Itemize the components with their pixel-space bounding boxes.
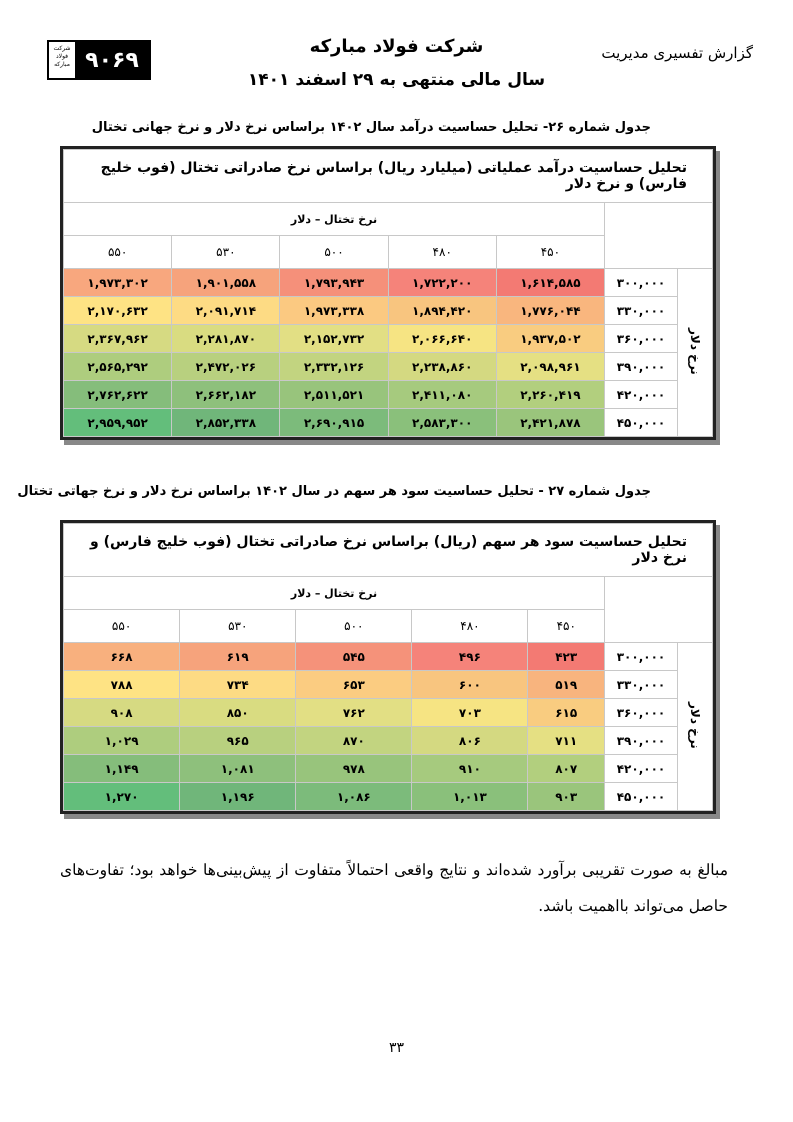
table-row (64, 409, 713, 437)
table-cell: ۲,۴۷۲,۰۲۶ (172, 353, 280, 381)
table-cell: ۱,۱۴۹ (64, 755, 180, 783)
table-row (64, 727, 713, 755)
table-cell: ۵۴۵ (296, 643, 412, 671)
column-header: ۴۵۰ (496, 236, 604, 269)
table-cell: ۲,۹۵۹,۹۵۲ (64, 409, 172, 437)
table-cell: ۱,۲۷۰ (64, 783, 180, 811)
table-cell: ۱,۰۲۹ (64, 727, 180, 755)
table-cell: ۲,۷۶۲,۶۲۲ (64, 381, 172, 409)
table-cell: ۴۲۳ (528, 643, 605, 671)
table-row (64, 755, 713, 783)
table-cell: ۸۰۷ (528, 755, 605, 783)
table-cell: ۸۰۶ (412, 727, 528, 755)
table-cell: ۷۳۴ (180, 671, 296, 699)
row-header: ۳۰۰,۰۰۰ (605, 269, 678, 297)
table-cell: ۲,۶۶۲,۱۸۲ (172, 381, 280, 409)
table-cell: ۱,۰۸۱ (180, 755, 296, 783)
table-cell: ۱,۷۲۲,۲۰۰ (388, 269, 496, 297)
table-cell: ۱,۱۹۶ (180, 783, 296, 811)
logo-mark: ۹۰۶۹ (75, 42, 149, 78)
table-cell: ۵۱۹ (528, 671, 605, 699)
column-header: ۵۳۰ (180, 610, 296, 643)
table-cell: ۲,۸۵۲,۳۳۸ (172, 409, 280, 437)
page-number: ۳۳ (388, 1040, 405, 1056)
column-header: ۵۵۰ (64, 610, 180, 643)
table-cell: ۱,۶۱۴,۵۸۵ (496, 269, 604, 297)
table-cell: ۲,۳۳۲,۱۲۶ (280, 353, 388, 381)
table-row (64, 699, 713, 727)
table1-caption: جدول شماره ۲۶- تحلیل حساسیت درآمد سال ۱۴۰۲ براساس نرخ دلار و نرخ جهانی تختال (91, 120, 651, 135)
table-row (64, 269, 713, 297)
table-cell: ۲,۳۶۷,۹۶۲ (64, 325, 172, 353)
col-group-header: نرخ تختال – دلار (64, 577, 605, 610)
table1-frame (60, 146, 716, 440)
row-header: ۴۲۰,۰۰۰ (605, 381, 678, 409)
table-cell: ۱,۷۹۳,۹۴۳ (280, 269, 388, 297)
row-header: ۴۵۰,۰۰۰ (605, 783, 678, 811)
table-cell: ۷۰۳ (412, 699, 528, 727)
row-header: ۳۳۰,۰۰۰ (605, 297, 678, 325)
table-cell: ۱,۹۷۳,۳۳۸ (280, 297, 388, 325)
table-row (64, 643, 713, 671)
table-cell: ۹۷۸ (296, 755, 412, 783)
table-cell: ۱,۹۷۳,۳۰۲ (64, 269, 172, 297)
table-cell: ۷۸۸ (64, 671, 180, 699)
table-row (64, 297, 713, 325)
table-row (64, 325, 713, 353)
report-label: گزارش تفسیری مدیریت (601, 44, 753, 62)
table-cell: ۹۶۵ (180, 727, 296, 755)
table-cell: ۱,۹۳۷,۵۰۲ (496, 325, 604, 353)
header-corner (605, 203, 713, 269)
table-cell: ۹۰۸ (64, 699, 180, 727)
table-cell: ۶۶۸ (64, 643, 180, 671)
table-cell: ۲,۵۱۱,۵۲۱ (280, 381, 388, 409)
table-cell: ۲,۰۶۶,۶۴۰ (388, 325, 496, 353)
table1-revenue-sensitivity (63, 149, 713, 437)
table-cell: ۶۱۵ (528, 699, 605, 727)
row-group-header (678, 643, 713, 811)
column-header: ۴۵۰ (528, 610, 605, 643)
table-title: تحلیل حساسیت درآمد عملیاتی (میلیارد ریال) براساس نرخ صادراتی تختال (فوب خلیج فارس) و نرخ دلار (64, 150, 713, 203)
table-cell: ۸۷۰ (296, 727, 412, 755)
col-group-header: نرخ تختال – دلار (64, 203, 605, 236)
table-cell: ۲,۰۹۸,۹۶۱ (496, 353, 604, 381)
table-cell: ۶۵۳ (296, 671, 412, 699)
row-header: ۳۹۰,۰۰۰ (605, 727, 678, 755)
company-title: شرکت فولاد مبارکه (309, 36, 484, 57)
table-cell: ۲,۱۷۰,۶۳۲ (64, 297, 172, 325)
table-cell: ۱,۸۹۴,۴۲۰ (388, 297, 496, 325)
logo-side-text: شرکت فولاد مبارکه (53, 45, 71, 68)
disclaimer-paragraph: مبالغ به صورت تقریبی برآورد شده‌اند و نتایج واقعی احتمالاً متفاوت از پیش‌بینی‌ها خواهد بود؛ تفاوت‌های حاصل می‌تواند بااهمیت باشد. (60, 861, 728, 915)
table-cell: ۲,۴۲۱,۸۷۸ (496, 409, 604, 437)
table-cell: ۲,۲۳۸,۸۶۰ (388, 353, 496, 381)
table-row (64, 783, 713, 811)
column-header: ۵۵۰ (64, 236, 172, 269)
table-cell: ۷۶۲ (296, 699, 412, 727)
column-header: ۴۸۰ (388, 236, 496, 269)
row-header: ۴۲۰,۰۰۰ (605, 755, 678, 783)
row-header: ۳۰۰,۰۰۰ (605, 643, 678, 671)
table-cell: ۲,۲۶۰,۴۱۹ (496, 381, 604, 409)
table-cell: ۹۱۰ (412, 755, 528, 783)
table-row (64, 353, 713, 381)
header-corner (605, 577, 713, 643)
table-cell: ۶۱۹ (180, 643, 296, 671)
table-cell: ۲,۶۹۰,۹۱۵ (280, 409, 388, 437)
table-cell: ۲,۰۹۱,۷۱۴ (172, 297, 280, 325)
table-cell: ۲,۴۱۱,۰۸۰ (388, 381, 496, 409)
fiscal-period: سال مالی منتهی به ۲۹ اسفند ۱۴۰۱ (247, 70, 546, 90)
table-cell: ۷۱۱ (528, 727, 605, 755)
table-cell: ۱,۷۷۶,۰۴۴ (496, 297, 604, 325)
row-group-label: نرخ دلار (688, 327, 702, 375)
table-cell: ۹۰۳ (528, 783, 605, 811)
row-header: ۴۵۰,۰۰۰ (605, 409, 678, 437)
table-cell: ۴۹۶ (412, 643, 528, 671)
table-cell: ۱,۰۱۳ (412, 783, 528, 811)
row-header: ۳۶۰,۰۰۰ (605, 699, 678, 727)
table2-frame (60, 520, 716, 814)
column-header: ۴۸۰ (412, 610, 528, 643)
row-group-label: نرخ دلار (688, 701, 702, 749)
table2-caption: جدول شماره ۲۷ - تحلیل حساسیت سود هر سهم در سال ۱۴۰۲ براساس نرخ دلار و نرخ جهاتی تختال (17, 484, 651, 499)
table-cell: ۲,۵۸۳,۳۰۰ (388, 409, 496, 437)
row-header: ۳۹۰,۰۰۰ (605, 353, 678, 381)
row-group-header (678, 269, 713, 437)
table2-eps-sensitivity (63, 523, 713, 811)
row-header: ۳۶۰,۰۰۰ (605, 325, 678, 353)
table-cell: ۲,۲۸۱,۸۷۰ (172, 325, 280, 353)
table-cell: ۸۵۰ (180, 699, 296, 727)
table-row (64, 671, 713, 699)
table-row (64, 381, 713, 409)
table-cell: ۲,۱۵۲,۷۳۲ (280, 325, 388, 353)
table-cell: ۱,۹۰۱,۵۵۸ (172, 269, 280, 297)
column-header: ۵۰۰ (296, 610, 412, 643)
row-header: ۳۳۰,۰۰۰ (605, 671, 678, 699)
table-cell: ۲,۵۶۵,۲۹۲ (64, 353, 172, 381)
column-header: ۵۳۰ (172, 236, 280, 269)
table-title: تحلیل حساسیت سود هر سهم (ریال) براساس نرخ صادراتی تختال (فوب خلیج فارس) و نرخ دلار (64, 524, 713, 577)
table-cell: ۶۰۰ (412, 671, 528, 699)
column-header: ۵۰۰ (280, 236, 388, 269)
table-cell: ۱,۰۸۶ (296, 783, 412, 811)
